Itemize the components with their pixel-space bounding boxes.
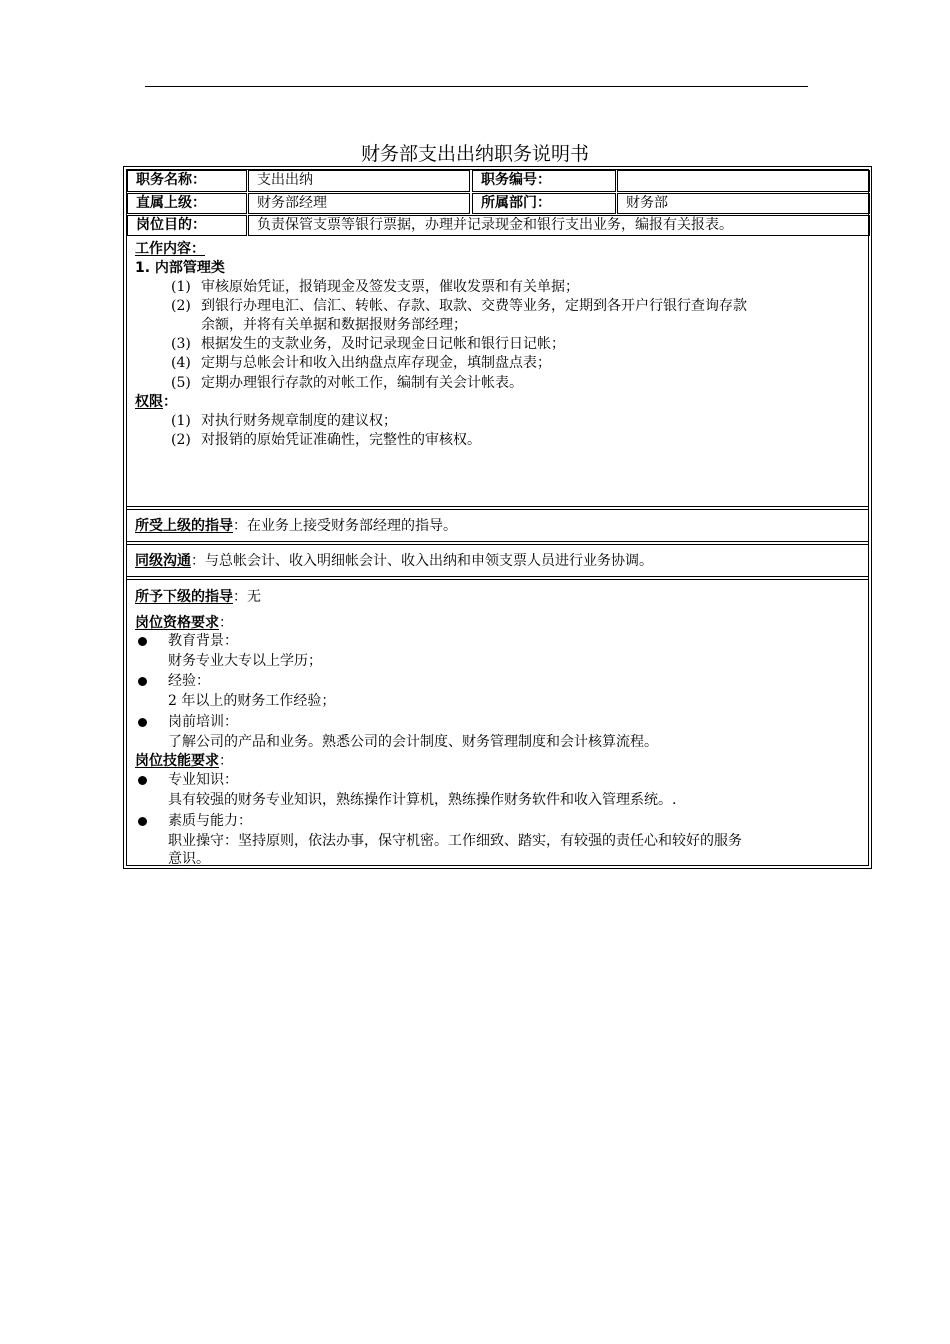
bullet-icon [138,817,147,826]
authority-item-text: 对执行财务规章制度的建议权； [201,413,397,429]
work-item-text-continued: 余额，并将有关单据和数据报财务部经理； [201,317,467,333]
skill-detail: 具有较强的财务专业知识，熟练操作计算机，熟练操作财务软件和收入管理系统。. [168,792,677,808]
guidance-received-row [135,517,457,537]
qualification-detail: 了解公司的产品和业务。熟悉公司的会计制度、财务管理制度和会计核算流程。 [168,734,658,750]
work-item-text: 到银行办理电汇、信汇、转帐、存款、取款、交费等业务，定期到各开户行银行查询存款 [201,298,747,314]
qualification-label: 岗前培训： [168,714,238,730]
guidance-given-row [135,588,261,608]
qualification-detail: 2 年以上的财务工作经验； [168,693,336,709]
work-item-num: (5) [171,375,191,391]
bullet-icon [138,677,147,686]
job-name-value: 支出出纳 [248,170,470,192]
department-label: 所属部门： [472,193,616,214]
purpose-label: 岗位目的： [127,215,247,236]
skills-heading-colon: ： [219,753,233,769]
qualification-label: 经验： [168,673,210,689]
bullet-icon [138,637,147,646]
work-item-text: 定期与总帐会计和收入出纳盘点库存现金，填制盘点表； [201,355,551,371]
qualifications-heading [135,614,233,634]
guidance-received-text: ：在业务上接受财务部经理的指导。 [233,518,457,534]
job-code-label: 职务编号： [472,170,616,192]
authority-item-num: (2) [171,432,191,448]
superior-label: 直属上级： [127,193,247,214]
skill-detail-continued: 意识。 [168,851,210,867]
authority-heading [135,393,177,413]
authority-heading-colon: ： [163,394,177,410]
work-item-text: 审核原始凭证，报销现金及签发支票，催收发票和有关单据； [201,279,579,295]
section-divider [127,541,868,542]
work-item-text: 根据发生的支款业务，及时记录现金日记帐和银行日记帐； [201,336,565,352]
skills-heading-text: 岗位技能要求 [135,753,219,769]
peer-communication-label: 同级沟通 [135,553,191,569]
work-item-num: (3) [171,336,191,352]
department-value: 财务部 [617,193,870,214]
authority-item-text: 对报销的原始凭证准确性，完整性的审核权。 [201,432,481,448]
skill-label: 专业知识： [168,772,238,788]
work-item-num: (4) [171,355,191,371]
work-content-heading: 工作内容： [135,241,205,257]
guidance-received-label: 所受上级的指导 [135,518,233,534]
section-divider [127,576,868,577]
skills-heading [135,752,233,772]
work-item-num: (1) [171,279,191,295]
qualification-label: 教育背景： [168,633,238,649]
section-divider [127,506,868,507]
guidance-given-text: ：无 [233,589,261,605]
document-title: 财务部支出出纳职务说明书 [360,143,589,165]
peer-communication-text: ：与总帐会计、收入明细帐会计、收入出纳和申领支票人员进行业务协调。 [191,553,653,569]
guidance-given-label: 所予下级的指导 [135,589,233,605]
job-code-value [617,170,870,192]
superior-value: 财务部经理 [248,193,470,214]
job-description-table [123,166,872,869]
authority-item-num: (1) [171,413,191,429]
qualifications-heading-text: 岗位资格要求 [135,615,219,631]
purpose-value: 负责保管支票等银行票据，办理并记录现金和银行支出业务，编报有关报表。 [248,215,870,236]
skill-label: 素质与能力： [168,813,252,829]
job-name-label: 职务名称： [127,170,247,192]
table-inner-border [126,169,869,866]
bullet-icon [138,718,147,727]
qualification-detail: 财务专业大专以上学历； [168,653,322,669]
work-item-num: (2) [171,298,191,314]
internal-management-heading: 1. 内部管理类 [135,260,225,276]
qualifications-heading-colon: ： [219,615,233,631]
work-item-text: 定期办理银行存款的对帐工作，编制有关会计帐表。 [201,375,523,391]
header-rule [145,86,808,87]
authority-heading-text: 权限 [135,394,163,410]
skill-detail: 职业操守：坚持原则，依法办事，保守机密。工作细致、踏实，有较强的责任心和较好的服务 [168,833,742,849]
bullet-icon [138,776,147,785]
peer-communication-row [135,552,653,572]
